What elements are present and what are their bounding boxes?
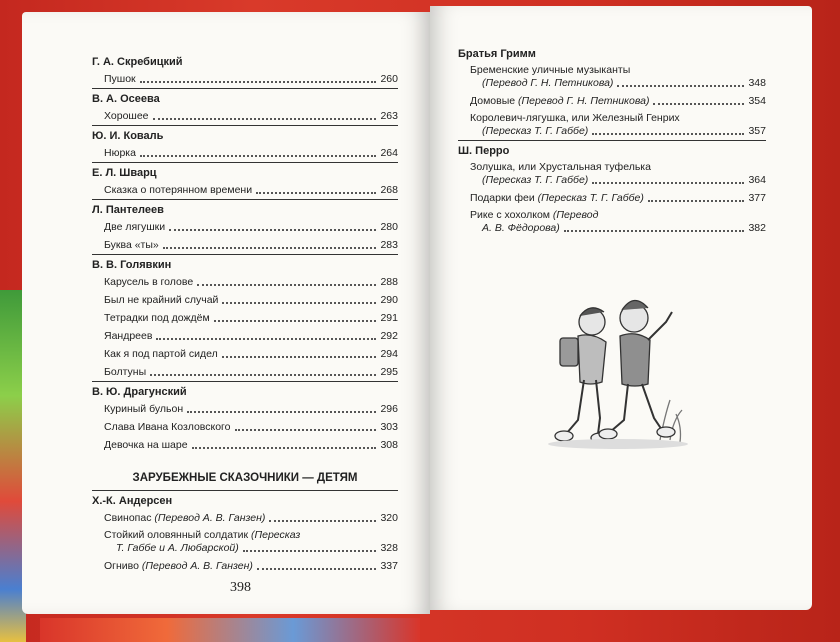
entry-title xyxy=(470,94,649,108)
entry-line-1: Бременские уличные музыканты xyxy=(470,64,631,76)
author-heading: Братья Гримм xyxy=(458,48,536,60)
entry-note: (Перевод А. В. Ганзен) xyxy=(141,560,253,572)
toc-entry xyxy=(92,345,398,363)
entry-line-1 xyxy=(104,529,398,542)
entry-title: Болтуны xyxy=(104,366,147,378)
right-page xyxy=(430,6,812,610)
toc-entry xyxy=(92,309,398,327)
entry-line-1: Королевич-лягушка, или Железный Генрих xyxy=(470,112,680,124)
entry-page: 263 xyxy=(380,110,398,122)
entry-title-text: Подарки феи xyxy=(470,192,535,204)
dot-leader xyxy=(617,84,744,87)
entry-title: Тетрадки под дождём xyxy=(104,312,210,324)
toc-right-column xyxy=(458,48,766,237)
entry-line-2 xyxy=(470,174,766,187)
author-heading: Ю. И. Коваль xyxy=(92,125,398,144)
entry-page: 337 xyxy=(380,560,398,572)
entry-page: 260 xyxy=(380,73,398,85)
two-boys-illustration xyxy=(530,290,710,460)
entry-title: Был не крайний случай xyxy=(104,294,219,306)
entry-page: 308 xyxy=(380,439,398,451)
toc-entry xyxy=(458,207,766,237)
entry-line-2 xyxy=(470,222,766,235)
dot-leader xyxy=(163,246,377,249)
toc-entry xyxy=(458,159,766,189)
entry-title-text: Рике с хохолком xyxy=(470,209,550,221)
entry-title-text: Огниво xyxy=(104,560,139,572)
entry-page: 303 xyxy=(380,421,398,433)
entry-page: 264 xyxy=(380,147,398,159)
entry-page: 295 xyxy=(380,366,398,378)
entry-title xyxy=(104,559,253,573)
dot-leader xyxy=(592,132,744,135)
entry-page: 320 xyxy=(380,512,398,524)
dot-leader xyxy=(150,373,376,376)
entry-page: 348 xyxy=(748,77,766,89)
entry-title-text: Свинопас xyxy=(104,512,152,524)
toc-entry xyxy=(92,557,398,575)
entry-page: 268 xyxy=(380,184,398,196)
entry-title: Две лягушки xyxy=(104,221,166,233)
dot-leader xyxy=(169,228,376,231)
entry-title: Хорошее xyxy=(104,110,149,122)
entry-title xyxy=(104,511,265,525)
toc-entry xyxy=(92,218,398,236)
dot-leader xyxy=(214,319,377,322)
dot-leader xyxy=(564,229,745,232)
toc-entry xyxy=(92,181,398,199)
dot-leader xyxy=(648,199,745,202)
dot-leader xyxy=(243,549,377,552)
toc-left-column xyxy=(92,56,398,575)
entry-page: 354 xyxy=(748,95,766,107)
entry-title-text: Домовые xyxy=(470,95,516,107)
entry-title-text: Стойкий оловянный солдатик xyxy=(104,529,249,541)
dot-leader xyxy=(140,80,377,83)
toc-entry xyxy=(92,107,398,125)
toc-entry xyxy=(458,92,766,110)
author-heading: Е. Л. Шварц xyxy=(92,162,398,181)
toc-entry xyxy=(92,400,398,418)
author-heading: В. А. Осеева xyxy=(92,88,398,107)
dot-leader xyxy=(192,446,377,449)
dot-leader xyxy=(256,191,376,194)
author-heading: В. В. Голявкин xyxy=(92,254,398,273)
dot-leader xyxy=(197,283,376,286)
entry-line-1 xyxy=(470,209,766,222)
author-heading: Л. Пантелеев xyxy=(92,199,398,218)
entry-note: (Пересказ Т. Г. Габбе) xyxy=(482,174,589,186)
entry-page: 280 xyxy=(380,221,398,233)
toc-entry xyxy=(92,273,398,291)
toc-entry xyxy=(92,527,398,557)
entry-page: 283 xyxy=(380,239,398,251)
entry-page: 290 xyxy=(380,294,398,306)
left-page xyxy=(22,12,430,614)
dot-leader xyxy=(156,337,376,340)
entry-title: Пушок xyxy=(104,73,136,85)
entry-page: 328 xyxy=(380,542,398,554)
dot-leader xyxy=(153,117,377,120)
dot-leader xyxy=(653,102,744,105)
entry-page: 291 xyxy=(380,312,398,324)
entry-title xyxy=(470,191,644,205)
entry-page: 288 xyxy=(380,276,398,288)
toc-entry xyxy=(92,236,398,254)
toc-entry xyxy=(92,436,398,454)
toc-entry xyxy=(92,291,398,309)
dot-leader xyxy=(222,355,377,358)
toc-entry xyxy=(92,418,398,436)
toc-entry xyxy=(92,144,398,162)
toc-entry xyxy=(92,363,398,381)
entry-line-2 xyxy=(104,542,398,555)
entry-title: Девочка на шаре xyxy=(104,439,188,451)
entry-title: Нюрка xyxy=(104,147,136,159)
dot-leader xyxy=(187,410,376,413)
entry-page: 377 xyxy=(748,192,766,204)
entry-line-1: Золушка, или Хрустальная туфелька xyxy=(470,161,651,173)
entry-note: (Перевод А. В. Ганзен) xyxy=(154,512,266,524)
entry-title: Слава Ивана Козловского xyxy=(104,421,231,433)
entry-note: Т. Габбе и А. Любарской) xyxy=(116,542,239,554)
entry-note: (Перевод Г. Н. Петникова) xyxy=(518,95,650,107)
entry-page: 292 xyxy=(380,330,398,342)
entry-page: 382 xyxy=(748,222,766,234)
toc-entry xyxy=(458,110,766,140)
entry-line-2 xyxy=(470,125,766,138)
section-heading: ЗАРУБЕЖНЫЕ СКАЗОЧНИКИ — ДЕТЯМ xyxy=(132,472,358,484)
entry-line-2 xyxy=(470,77,766,90)
entry-title: Как я под партой сидел xyxy=(104,348,218,360)
entry-title: Сказка о потерянном времени xyxy=(104,184,253,196)
toc-entry xyxy=(458,189,766,207)
page-number: 398 xyxy=(230,580,251,595)
entry-title: Яандреев xyxy=(104,330,153,342)
dot-leader xyxy=(235,428,377,431)
entry-title: Карусель в голове xyxy=(104,276,194,288)
entry-note: (Перевод xyxy=(552,209,599,221)
dot-leader xyxy=(269,519,376,522)
author-heading: Ш. Перро xyxy=(458,140,766,159)
entry-page: 357 xyxy=(748,125,766,137)
toc-entry xyxy=(458,62,766,92)
entry-page: 294 xyxy=(380,348,398,360)
author-heading: Г. А. Скребицкий xyxy=(92,56,183,68)
dot-leader xyxy=(140,154,377,157)
toc-entry xyxy=(92,509,398,527)
author-heading: В. Ю. Драгунский xyxy=(92,381,398,400)
toc-entry xyxy=(92,70,398,88)
entry-note: А. В. Фёдорова) xyxy=(482,222,560,234)
entry-note: (Пересказ xyxy=(251,529,301,541)
entry-note: (Пересказ Т. Г. Габбе) xyxy=(537,192,644,204)
dot-leader xyxy=(222,301,376,304)
entry-note: (Перевод Г. Н. Петникова) xyxy=(482,77,614,89)
entry-title: Буква «ты» xyxy=(104,239,159,251)
cover-artwork-bottom xyxy=(40,618,420,642)
dot-leader xyxy=(592,181,744,184)
author-heading: Х.-К. Андерсен xyxy=(92,490,398,509)
entry-page: 296 xyxy=(380,403,398,415)
entry-page: 364 xyxy=(748,174,766,186)
toc-entry xyxy=(92,327,398,345)
dot-leader xyxy=(257,567,377,570)
entry-note: (Пересказ Т. Г. Габбе) xyxy=(482,125,589,137)
entry-title: Куриный бульон xyxy=(104,403,184,415)
